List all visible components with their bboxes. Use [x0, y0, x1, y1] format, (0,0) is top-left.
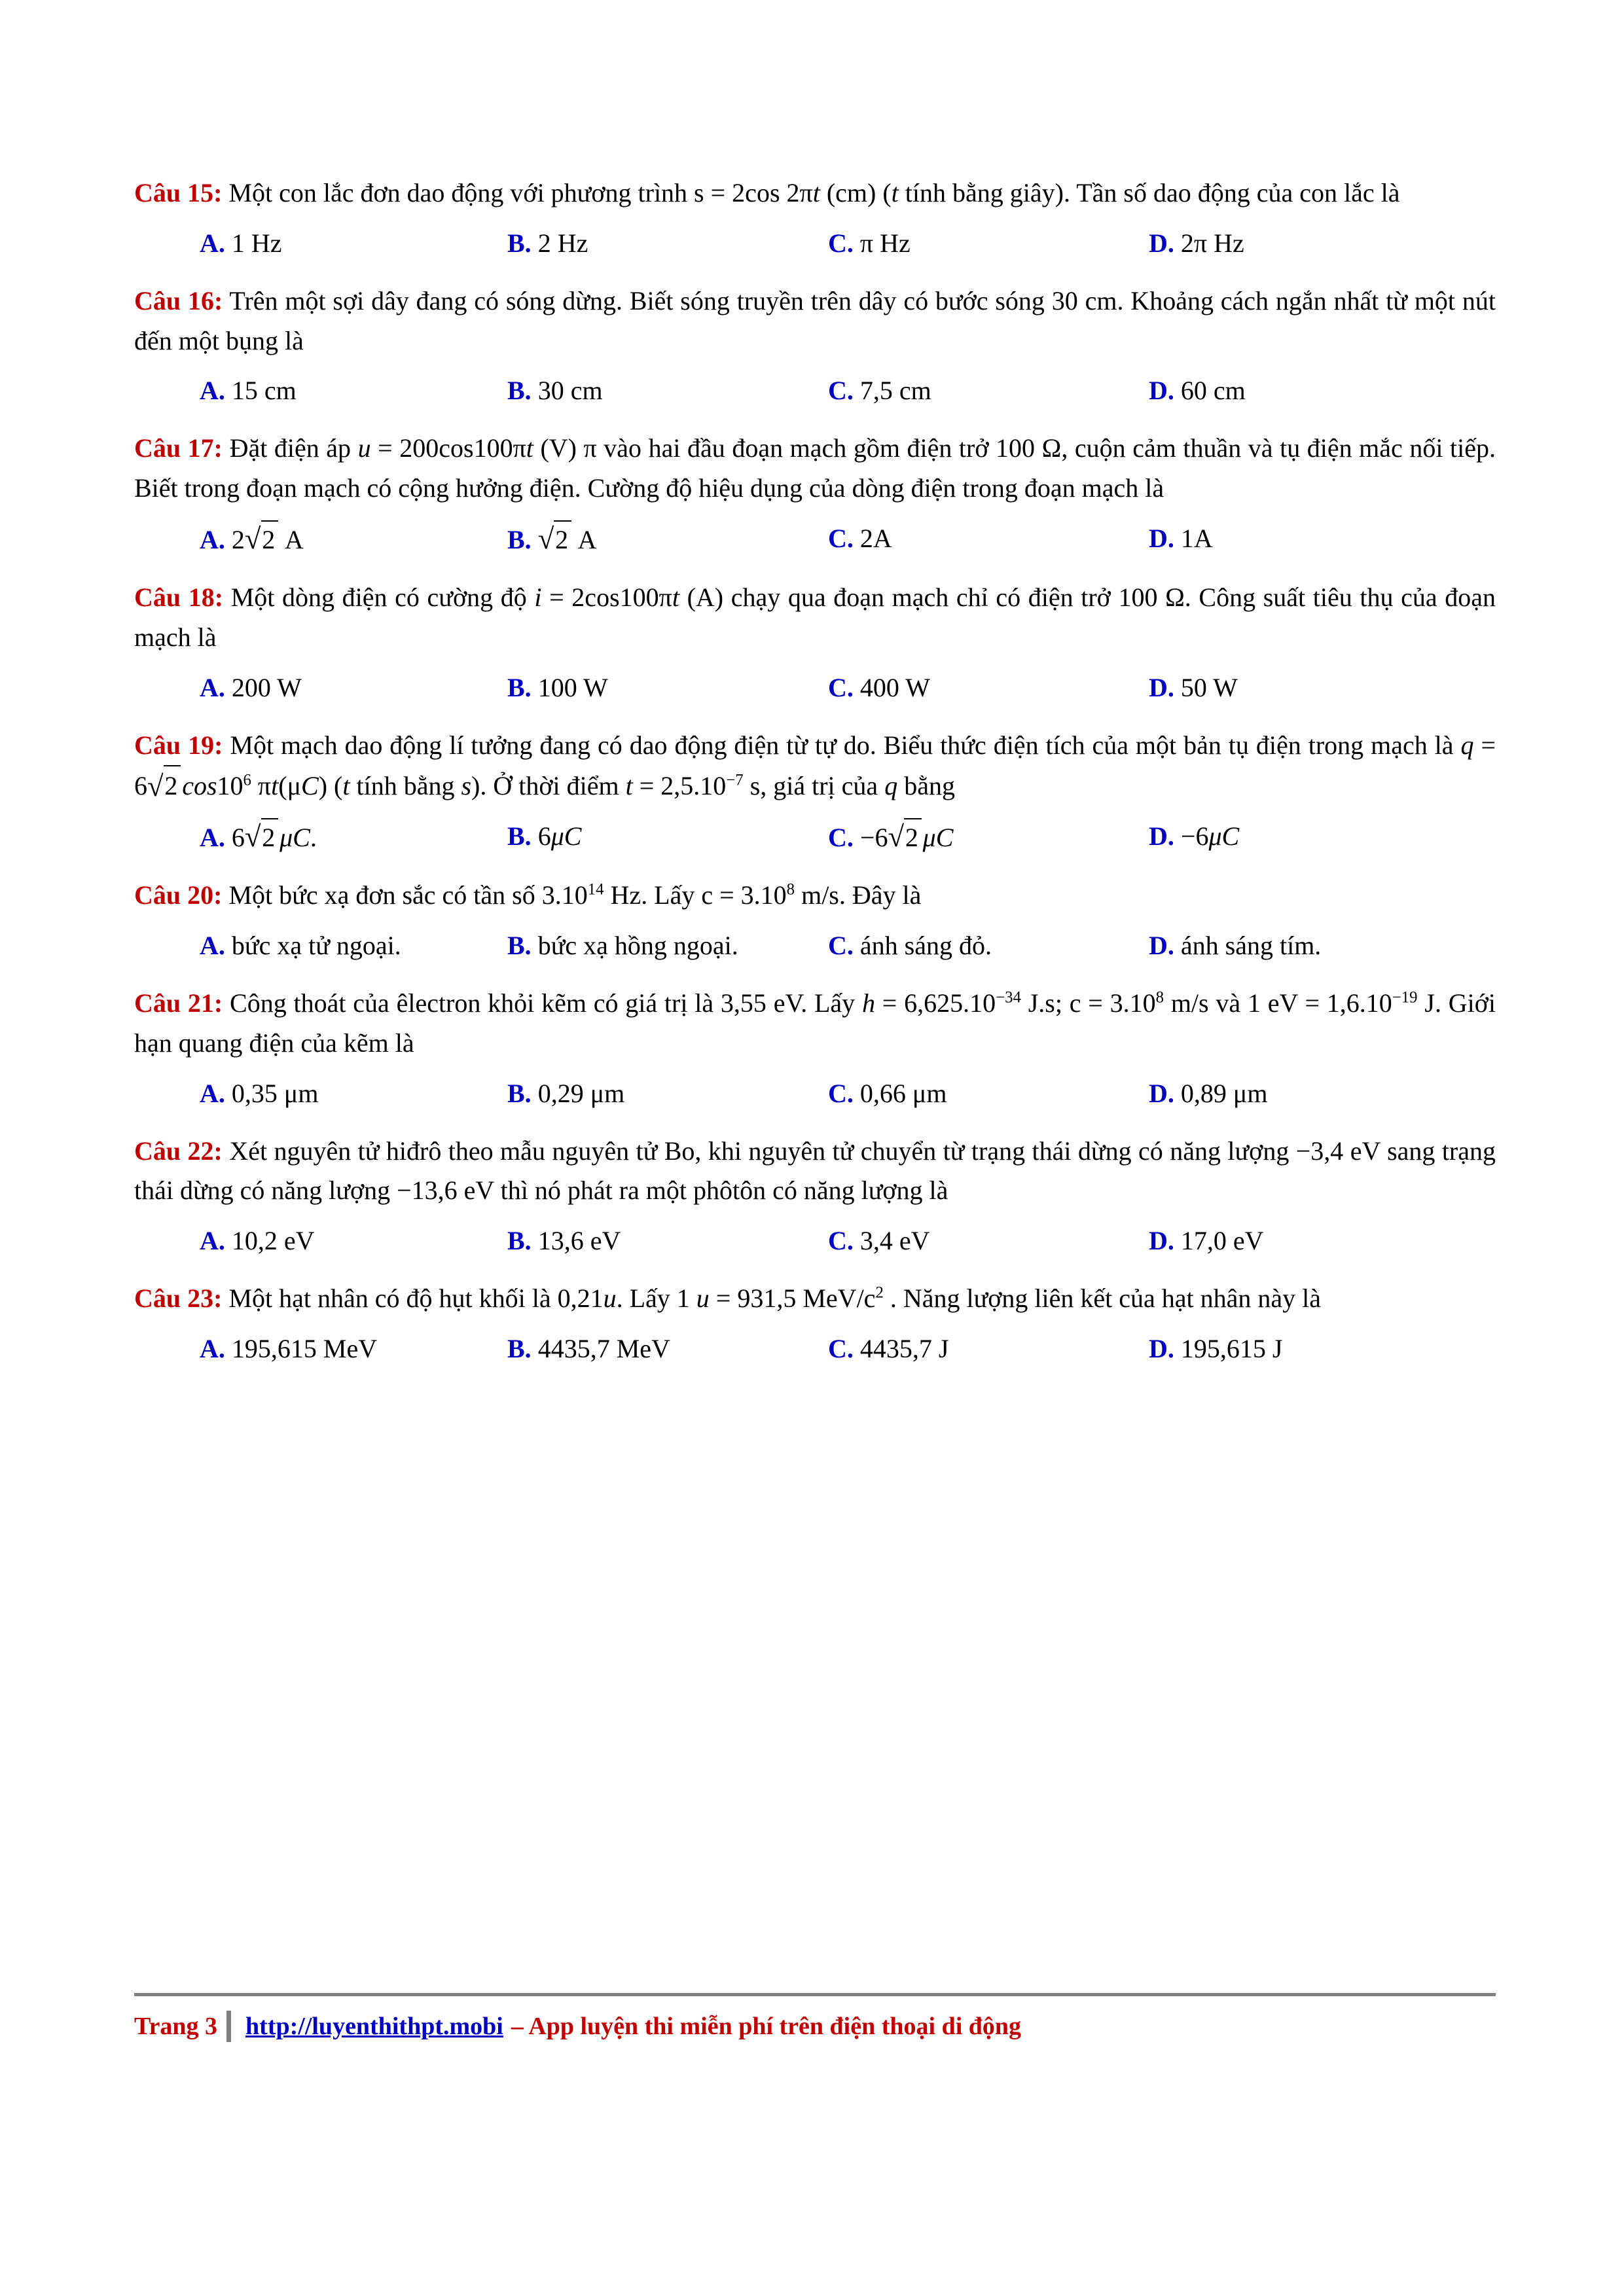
question-block — [134, 578, 1496, 706]
question-label: Câu 15: — [134, 178, 223, 207]
option-text: 10,2 eV — [225, 1226, 315, 1256]
question-label: Câu 21: — [134, 988, 223, 1018]
option-a[interactable] — [200, 927, 507, 964]
footer-separator-bar — [226, 2011, 231, 2042]
option-text: 17,0 eV — [1174, 1226, 1264, 1256]
option-b[interactable] — [507, 670, 828, 706]
option-b[interactable] — [507, 818, 828, 856]
options-row — [134, 1075, 1496, 1112]
question-text: Một con lắc đơn dao động với phương trình s = 2cos 2πt (cm) (t tính bằng giây). Tần số dao động của con lắc là — [222, 178, 1400, 207]
option-text: 100 W — [531, 672, 608, 702]
option-key: B. — [507, 376, 532, 406]
option-a[interactable] — [200, 1075, 507, 1112]
question-label: Câu 20: — [134, 880, 223, 910]
option-a[interactable] — [200, 670, 507, 706]
options-row — [134, 670, 1496, 706]
option-key: A. — [200, 930, 225, 960]
option-text: 0,35 μm — [225, 1078, 319, 1108]
option-text: 2 √ 2 A — [225, 525, 304, 554]
option-text: 400 W — [853, 672, 930, 702]
options-row — [134, 927, 1496, 964]
option-text: 0,89 μm — [1174, 1078, 1268, 1108]
option-b[interactable] — [507, 1331, 828, 1367]
option-c[interactable] — [828, 927, 1149, 964]
option-text: 1 Hz — [225, 228, 282, 258]
option-key: D. — [1149, 523, 1174, 553]
question-block — [134, 876, 1496, 964]
option-key: D. — [1149, 821, 1174, 852]
question-stem — [134, 281, 1496, 361]
option-text: 60 cm — [1174, 376, 1246, 406]
option-d[interactable] — [1149, 372, 1489, 409]
option-text: 15 cm — [225, 376, 297, 406]
option-key: A. — [200, 1333, 225, 1363]
option-key: D. — [1149, 930, 1174, 960]
option-a[interactable] — [200, 372, 507, 409]
option-text: 0,29 μm — [531, 1078, 625, 1108]
option-key: D. — [1149, 1226, 1174, 1256]
questions-container — [134, 173, 1496, 1387]
question-text: Một dòng điện có cường độ i = 2cos100πt (A) chạy qua đoạn mạch chỉ có điện trở 100 Ω. Công suất tiêu thụ của đoạn mạch là — [134, 582, 1496, 652]
option-text: 200 W — [225, 672, 302, 702]
option-key: A. — [200, 524, 225, 554]
question-stem — [134, 1132, 1496, 1211]
option-text: 6 √ 2 μC. — [225, 823, 317, 852]
option-key: B. — [507, 821, 532, 852]
option-key: B. — [507, 930, 532, 960]
option-key: C. — [828, 1226, 854, 1256]
option-d[interactable] — [1149, 520, 1489, 558]
question-label: Câu 19: — [134, 730, 223, 760]
option-b[interactable] — [507, 225, 828, 262]
question-block — [134, 429, 1496, 558]
option-text: 2π Hz — [1174, 228, 1244, 258]
option-key: C. — [828, 228, 854, 258]
option-d[interactable] — [1149, 818, 1489, 856]
option-text: 4435,7 J — [853, 1333, 949, 1363]
option-c[interactable] — [828, 1075, 1149, 1112]
option-key: B. — [507, 1333, 532, 1363]
option-key: A. — [200, 376, 225, 406]
option-text: π Hz — [853, 228, 911, 258]
option-b[interactable] — [507, 927, 828, 964]
option-text: 3,4 eV — [853, 1226, 930, 1256]
option-b[interactable] — [507, 1223, 828, 1259]
footer-tagline: – App luyện thi miễn phí trên điện thoại di động — [511, 2013, 1022, 2040]
option-key: C. — [828, 523, 854, 553]
option-a[interactable] — [200, 1223, 507, 1259]
option-key: B. — [507, 228, 532, 258]
option-text: bức xạ hồng ngoại. — [531, 930, 738, 960]
question-text: Một hạt nhân có độ hụt khối là 0,21u. Lấy 1 u = 931,5 MeV/$c^2$ . Năng lượng liên kết của hạt nhân này là — [222, 1283, 1322, 1314]
option-key: D. — [1149, 1078, 1174, 1108]
option-text: 0,66 μm — [853, 1078, 947, 1108]
option-key: A. — [200, 1226, 225, 1256]
question-label: Câu 22: — [134, 1136, 223, 1166]
option-text: −6μC — [1174, 821, 1240, 852]
question-stem — [134, 173, 1496, 213]
option-b[interactable] — [507, 372, 828, 409]
option-d[interactable] — [1149, 670, 1489, 706]
question-stem — [134, 984, 1496, 1064]
option-d[interactable] — [1149, 225, 1489, 262]
question-label: Câu 16: — [134, 285, 223, 315]
footer-line — [134, 2011, 1496, 2042]
option-text: 2 Hz — [531, 228, 588, 258]
option-c[interactable] — [828, 372, 1149, 409]
options-row — [134, 520, 1496, 558]
question-block — [134, 281, 1496, 410]
options-row — [134, 818, 1496, 856]
option-key: A. — [200, 823, 225, 853]
option-text: 195,615 MeV — [225, 1333, 378, 1363]
page-footer — [134, 1993, 1496, 2042]
options-row — [134, 225, 1496, 262]
question-text: Xét nguyên tử hiđrô theo mẫu nguyên tử Bo, khi nguyên tử chuyển từ trạng thái dừng có năng lượng −3,4 eV sang trạng thái dừng có năng lượng −13,6 eV thì nó phát ra một phôtôn có năng lượng là — [134, 1136, 1496, 1206]
option-a[interactable] — [200, 1331, 507, 1367]
question-label: Câu 17: — [134, 433, 223, 463]
options-row — [134, 1223, 1496, 1259]
option-b[interactable] — [507, 1075, 828, 1112]
option-key: D. — [1149, 228, 1174, 258]
option-key: C. — [828, 376, 854, 406]
option-text: 6μC — [531, 821, 582, 852]
question-text: Đặt điện áp u = 200cos100πt (V) π vào hai đầu đoạn mạch gồm điện trở 100 Ω, cuộn cảm thuần và tụ điện mắc nối tiếp. Biết trong đoạn mạch có cộng hưởng điện. Cường độ hiệu dụng của dòng điện trong đoạn mạch là — [134, 433, 1496, 503]
option-text: 4435,7 MeV — [531, 1333, 670, 1363]
option-c[interactable] — [828, 1331, 1149, 1367]
option-key: C. — [828, 823, 854, 853]
option-c[interactable] — [828, 1223, 1149, 1259]
option-c[interactable] — [828, 818, 1149, 856]
option-text: bức xạ tử ngoại. — [225, 930, 401, 960]
option-d[interactable] — [1149, 927, 1489, 964]
option-b[interactable] — [507, 520, 828, 558]
option-d[interactable] — [1149, 1075, 1489, 1112]
option-text: ánh sáng đỏ. — [853, 930, 992, 960]
options-row — [134, 372, 1496, 409]
option-key: D. — [1149, 376, 1174, 406]
option-a[interactable] — [200, 225, 507, 262]
question-block — [134, 984, 1496, 1112]
site-link[interactable]: http://luyenthithpt.mobi — [245, 2013, 503, 2040]
question-stem — [134, 876, 1496, 916]
question-label: Câu 23: — [134, 1283, 223, 1314]
question-stem — [134, 1279, 1496, 1319]
option-text: 50 W — [1174, 672, 1238, 702]
question-stem — [134, 429, 1496, 509]
option-d[interactable] — [1149, 1331, 1489, 1367]
option-text: √ 2 A — [532, 525, 597, 554]
option-text: 2A — [853, 523, 892, 553]
question-stem — [134, 578, 1496, 658]
question-block — [134, 1132, 1496, 1260]
option-key: C. — [828, 1078, 854, 1108]
option-key: B. — [507, 672, 532, 702]
question-label: Câu 18: — [134, 582, 224, 612]
option-c[interactable] — [828, 670, 1149, 706]
option-key: D. — [1149, 672, 1174, 702]
option-key: C. — [828, 672, 854, 702]
option-a[interactable] — [200, 520, 507, 558]
option-a[interactable] — [200, 818, 507, 856]
option-key: A. — [200, 228, 225, 258]
option-key: A. — [200, 672, 225, 702]
option-key: A. — [200, 1078, 225, 1108]
option-text: 30 cm — [531, 376, 603, 406]
option-text: 195,615 J — [1174, 1333, 1283, 1363]
option-text: −6 √ 2 μC — [854, 823, 954, 852]
option-key: B. — [507, 1078, 532, 1108]
option-c[interactable] — [828, 520, 1149, 558]
question-text: Công thoát của êlectron khỏi kẽm có giá trị là 3,55 eV. Lấy $h = 6,625.10^{-34}$ J.s; $c = 3.10^8$ m/s và 1 eV = $1,6.10^{-19}$ J. Giới hạn quang điện của kẽm là — [134, 988, 1496, 1058]
question-text: Trên một sợi dây đang có sóng dừng. Biết sóng truyền trên dây có bước sóng 30 cm. Khoảng cách ngắn nhất từ một nút đến một bụng là — [134, 285, 1496, 355]
option-text: 13,6 eV — [531, 1226, 621, 1256]
options-row — [134, 1331, 1496, 1367]
question-block — [134, 173, 1496, 262]
footer-divider — [134, 1993, 1496, 1996]
question-stem — [134, 726, 1496, 807]
option-c[interactable] — [828, 225, 1149, 262]
option-key: B. — [507, 1226, 532, 1256]
question-text: Một mạch dao động lí tưởng đang có dao động điện từ tự do. Biểu thức điện tích của một bản tụ điện trong mạch là q = 6 √ 2 $\cos 10^6$ πt(μC) (t tính bằng s). Ở thời điểm $t = 2,5.10^{-7}$ s, giá trị của q bằng — [134, 730, 1496, 801]
question-block — [134, 726, 1496, 857]
option-d[interactable] — [1149, 1223, 1489, 1259]
question-block — [134, 1279, 1496, 1367]
option-text: 1A — [1174, 523, 1213, 553]
option-key: C. — [828, 930, 854, 960]
option-text: ánh sáng tím. — [1174, 930, 1322, 960]
question-text: Một bức xạ đơn sắc có tần số 3.10$^{14}$ Hz. Lấy $c = 3.10^8$ m/s. Đây là — [222, 880, 922, 910]
option-key: C. — [828, 1333, 854, 1363]
option-key: D. — [1149, 1333, 1174, 1363]
option-key: B. — [507, 524, 532, 554]
option-text: 7,5 cm — [853, 376, 931, 406]
page-number: Trang 3 — [134, 2013, 218, 2040]
